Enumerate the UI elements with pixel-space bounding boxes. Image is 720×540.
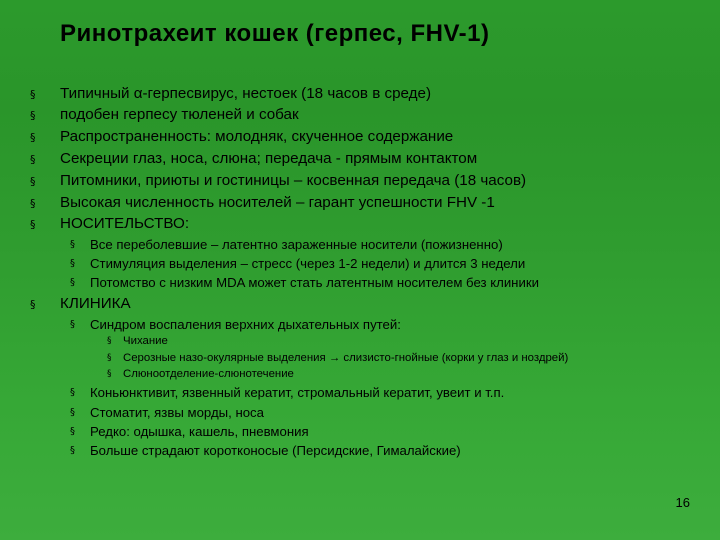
page-number: 16 xyxy=(675,495,690,510)
sub-list-item xyxy=(70,256,526,271)
sub-list-item-text: Редко: одышка, кашель, пневмония xyxy=(90,424,309,439)
bullet-icon: § xyxy=(70,258,75,269)
list-item-text: Питомники, приюты и гостиницы – косвенная передача (18 часов) xyxy=(60,172,527,189)
bullet-icon: § xyxy=(70,277,75,288)
subsub-list-item xyxy=(107,352,569,364)
sub-list-item-text: Синдром воспаления верхних дыхательных путей: xyxy=(90,317,401,332)
sub-list-item xyxy=(70,275,539,290)
bullet-icon: § xyxy=(30,197,36,210)
bullet-icon: § xyxy=(70,445,75,456)
bullet-icon: § xyxy=(30,218,36,231)
list-item xyxy=(30,85,432,102)
bullet-icon: § xyxy=(30,175,36,188)
sub-list-item-text: Больше страдают коротконосые (Персидские, Гималайские) xyxy=(90,443,461,458)
bullet-icon: § xyxy=(30,88,36,101)
bullet-icon: § xyxy=(70,407,75,418)
list-item xyxy=(30,215,190,232)
list-item-text: Типичный α-герпесвирус, нестоек (18 часов в среде) xyxy=(60,85,432,102)
sub-list-item-text: Все переболевшие – латентно зараженные носители (пожизненно) xyxy=(90,237,503,252)
list-item-text: КЛИНИКА xyxy=(60,295,131,312)
sub-list-item-text: Стимуляция выделения – стресс (через 1-2 недели) и длится 3 недели xyxy=(90,256,526,271)
bullet-icon: § xyxy=(30,131,36,144)
subsub-list-item xyxy=(107,335,168,347)
bullet-icon: § xyxy=(70,319,75,330)
bullet-icon: § xyxy=(30,109,36,122)
bullet-icon: § xyxy=(70,387,75,398)
list-item-text: подобен герпесу тюленей и собак xyxy=(60,106,299,123)
bullet-icon: § xyxy=(107,369,112,379)
sub-list-item-text: Потомство с низким MDA может стать латентным носителем без клиники xyxy=(90,275,539,290)
bullet-icon: § xyxy=(70,426,75,437)
slide-title: Ринотрахеит кошек (герпес, FHV-1) xyxy=(60,20,490,47)
sub-list-item xyxy=(70,237,503,252)
subsub-list-item xyxy=(107,368,294,380)
sub-list-item xyxy=(70,443,461,458)
sub-list-item xyxy=(70,317,401,332)
subsub-list-item-text: Серозные назо-окулярные выделения → слизисто-гнойные (корки у глаз и ноздрей) xyxy=(123,352,569,364)
sub-list-item xyxy=(70,405,264,420)
list-item xyxy=(30,106,299,123)
list-item xyxy=(30,150,478,167)
subsub-list-item-text: Слюноотделение-слюнотечение xyxy=(123,368,294,380)
sub-list-item-text: Стоматит, язвы морды, носа xyxy=(90,405,264,420)
bullet-icon: § xyxy=(30,153,36,166)
list-item xyxy=(30,172,527,189)
list-item xyxy=(30,128,454,145)
sub-list-item xyxy=(70,385,505,400)
bullet-icon: § xyxy=(107,353,112,363)
sub-list-item xyxy=(70,424,309,439)
list-item xyxy=(30,194,495,211)
bullet-icon: § xyxy=(107,336,112,346)
sub-list-item-text: Коньюнктивит, язвенный кератит, стромальный кератит, увеит и т.п. xyxy=(90,385,505,400)
list-item-clinic xyxy=(30,295,131,312)
list-item-text: Распространенность: молодняк, скученное содержание xyxy=(60,128,454,145)
bullet-icon: § xyxy=(30,298,36,311)
list-item-text: НОСИТЕЛЬСТВО: xyxy=(60,215,190,232)
list-item-text: Секреции глаз, носа, слюна; передача - прямым контактом xyxy=(60,150,478,167)
bullet-icon: § xyxy=(70,239,75,250)
list-item-text: Высокая численность носителей – гарант успешности FHV -1 xyxy=(60,194,495,211)
subsub-list-item-text: Чихание xyxy=(123,335,168,347)
